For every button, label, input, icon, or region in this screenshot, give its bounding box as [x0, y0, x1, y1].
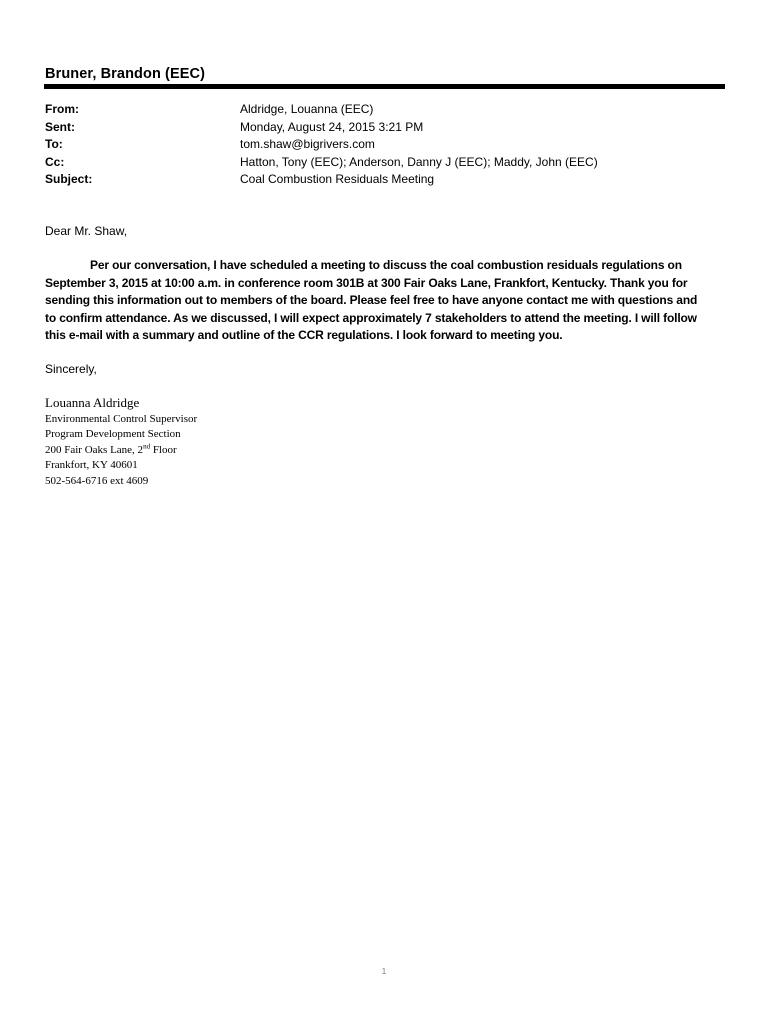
signature-block [45, 395, 197, 489]
sent-value: Monday, August 24, 2015 3:21 PM [240, 119, 424, 134]
paragraph-line: Per our conversation, I have scheduled a meeting to discuss the coal combustion residuals regulations on [90, 258, 682, 272]
page-number: 1 [381, 967, 387, 976]
paragraph-line: to confirm attendance. As we discussed, I will expect approximately 7 stakeholders to attend the meeting. I will follow [45, 310, 697, 325]
signature-phone: 502-564-6716 ext 4609 [45, 474, 149, 487]
signature-city: Frankfort, KY 40601 [45, 459, 138, 471]
signature-address-ordinal: nd [143, 441, 151, 450]
subject-value: Coal Combustion Residuals Meeting [240, 172, 435, 186]
signature-address [45, 443, 197, 459]
email-body-paragraph [45, 257, 725, 345]
cc-value: Hatton, Tony (EEC); Anderson, Danny J (EEC); Maddy, John (EEC) [240, 154, 598, 169]
signature-address-floor: Floor [150, 443, 177, 456]
signature-address-street: 200 Fair Oaks Lane, 2 [45, 443, 144, 456]
email-greeting: Dear Mr. Shaw, [45, 224, 128, 238]
paragraph-line: September 3, 2015 at 10:00 a.m. in conference room 301B at 300 Fair Oaks Lane, Frankfort, Kentucky. Thank you for [45, 275, 688, 290]
mailbox-owner-name: Bruner, Brandon (EEC) [45, 66, 205, 82]
paragraph-line: sending this information out to members of the board. Please feel free to have anyone contact me with questions and [45, 293, 698, 307]
to-label: To: [45, 137, 63, 151]
signature-section: Program Development Section [45, 428, 181, 440]
subject-label: Subject: [45, 172, 93, 186]
sent-label: Sent: [45, 119, 75, 134]
signature-name: Louanna Aldridge [45, 395, 140, 410]
to-value: tom.shaw@bigrivers.com [240, 137, 375, 151]
paragraph-line: this e-mail with a summary and outline of the CCR regulations. I look forward to meeting you. [45, 328, 563, 342]
email-closing: Sincerely, [45, 362, 97, 376]
header-divider [44, 84, 725, 89]
cc-label: Cc: [45, 154, 65, 169]
signature-title: Environmental Control Supervisor [45, 412, 198, 425]
from-value: Aldridge, Louanna (EEC) [240, 102, 374, 116]
from-label: From: [45, 102, 79, 116]
